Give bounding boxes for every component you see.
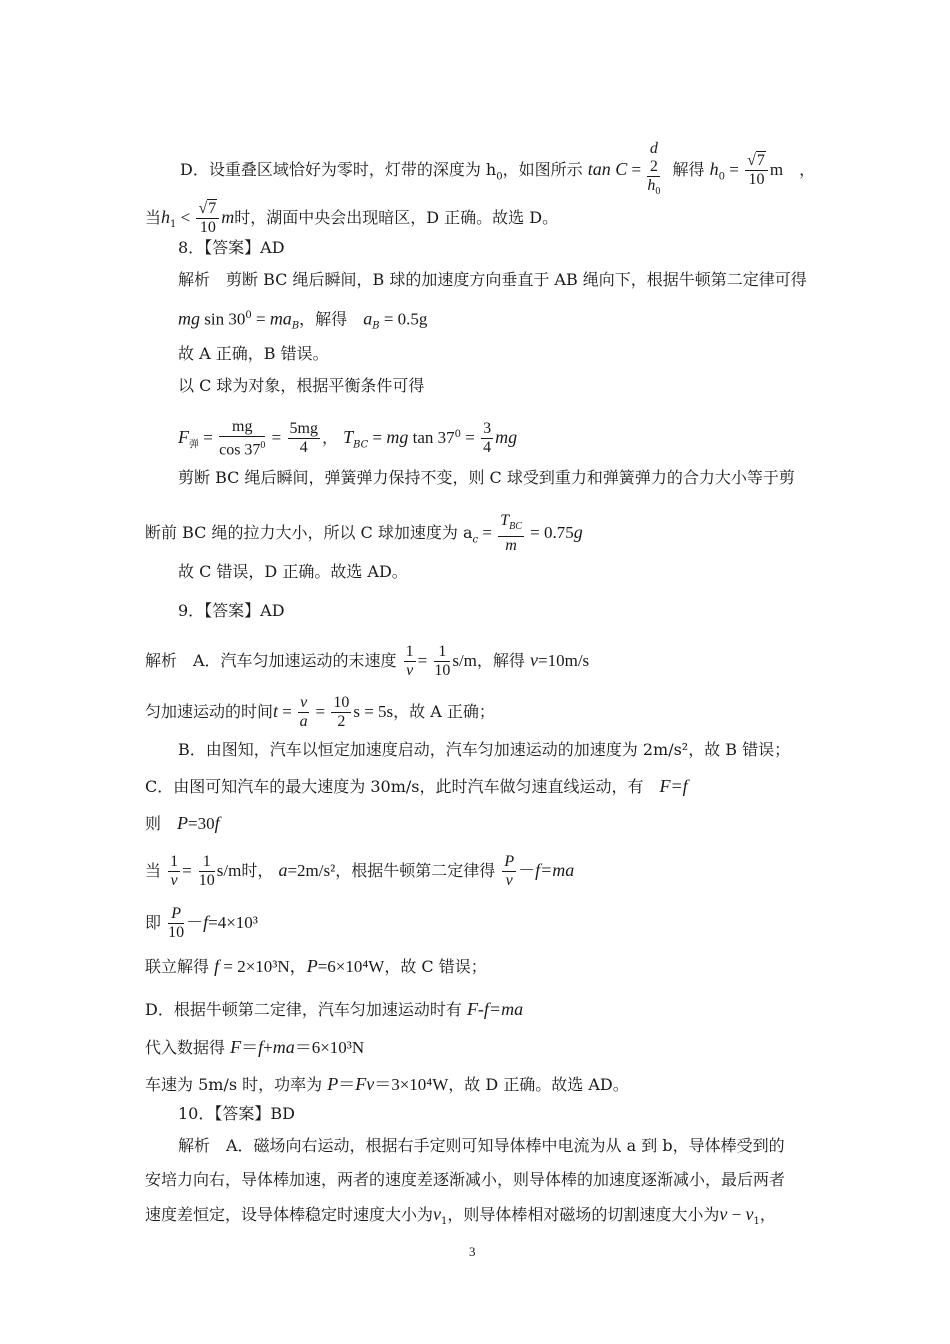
q9-line-10: 代入数据得 F＝f+ma＝6×10³N [145,1037,365,1057]
q9-line-8: 联立解得 f = 2×10³N，P=6×10⁴W，故 C 错误； [145,956,487,976]
q9-line-7: 即 $\frac{P}{10}$ －f=4×10³ [145,905,258,941]
q8-formula-line: mg $\sin 30^0 = ma_B$，解得 $a_B = 0.5g$ [178,308,428,332]
q8-answer-title: 8．【答案】AD [178,238,285,257]
q10-line-2: 安培力向右，导体棒加速，两者的速度差逐渐减小，则导体棒的加速度逐渐减小，最后两者 [145,1170,786,1189]
q8-line-6: 剪断 BC 绳后瞬间，弹簧弹力保持不变，则 C 球受到重力和弹簧弹力的合力大小等于剪 [178,468,795,487]
q10-line-3: 速度差恒定，设导体棒稳定时速度大小为$v_1$，则导体棒相对磁场的切割速度大小为$v - v_1$， [145,1204,776,1228]
q10-line-1: 解析 A．磁场向右运动，根据右手定则可知导体棒中电流为从 a 到 b，导体棒受到的 [178,1136,785,1155]
q8-line-1: 解析 剪断 BC 绳后瞬间，B 球的加速度方向垂直于 AB 绳向下，根据牛顿第二定律可得 [178,270,807,289]
q9-line-3: B．由图知，汽车以恒定加速度启动，汽车匀加速运动的加速度为 2m/s²，故 B 错误； [178,740,791,759]
h1-condition-line: 当$h_1$ < $\frac{√7}{10}$ m时，湖面中央会出现暗区，D 正确。故选 D。 [145,200,559,236]
q10-answer-title: 10．【答案】BD [178,1104,295,1123]
page-number: 3 [469,1244,476,1259]
q9-line-5: 则 P=30f [145,813,220,833]
q9-line-2: 匀加速运动的时间t = $\frac{v}{a}$ = $\frac{10}{2}$ s = 5s，故 A 正确； [145,694,495,730]
q9-line-11: 车速为 5m/s 时，功率为 P＝Fv＝3×10⁴W，故 D 正确。故选 AD。 [145,1074,629,1094]
q9-line-9: D．根据牛顿第二定律，汽车匀加速运动时有 F-f=ma [145,999,524,1019]
q9-line-6: 当 $\frac{1}{v}$ = $\frac{1}{10}$ s/m时， a=2m/s²，根据牛顿第二定律得 $\frac{P}{v}$ －f=ma [145,853,575,889]
formula-d-over-2-h0: d 2 $h_0$ [647,140,661,198]
q8-line-4: 以 C 球为对象，根据平衡条件可得 [178,376,425,395]
q8-line-8: 故 C 错误，D 正确。故选 AD。 [178,562,408,581]
q9-line-4: C．由图可知汽车的最大速度为 30m/s，此时汽车做匀速直线运动，有 F=f [145,776,688,796]
q9-answer-title: 9．【答案】AD [178,601,285,620]
option-d-line: D．设重叠区域恰好为零时，灯带的深度为 $h_0$，如图所示 tan C = d 2 $h_0$ 解得 $h_0$ = $\frac{√7}{10}$ m ， [180,140,815,201]
q9-line-1: 解析 A．汽车匀加速运动的末速度 $\frac{1}{v}$ = $\frac{1}{10}$ s/m，解得 v=10m/s [145,643,590,679]
q8-line-7: 断前 BC 绳的拉力大小，所以 C 球加速度为 $a_c$ = $\frac{T_{BC}}{m}$ = 0.75g [145,512,583,555]
q8-spring-formula: $F_弹$ = $\frac{mg}{\cos 37^0}$ = $\frac{5mg}{4}$ ， $T_{BC}$ = mg $\tan 37^0$ = $\frac{3}{4}$ mg [178,418,518,459]
q8-line-3: 故 A 正确，B 错误。 [178,344,329,363]
